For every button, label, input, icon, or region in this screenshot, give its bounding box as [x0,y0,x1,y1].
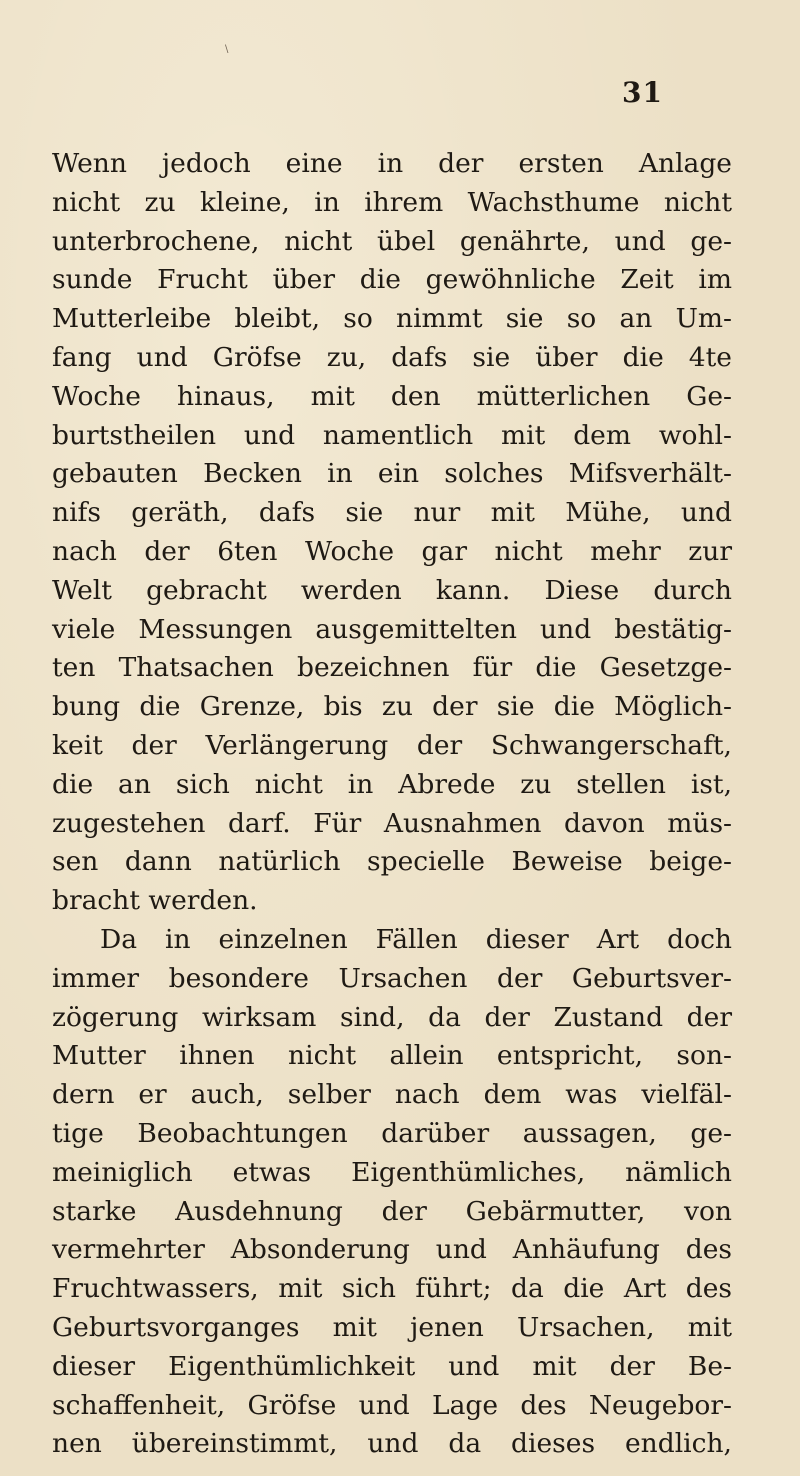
text-line: fang und Gröfse zu, dafs sie über die 4te [52,341,732,373]
text-line: Fruchtwassers, mit sich führt; da die Art des [52,1273,732,1305]
text-line: Wenn jedoch eine in der ersten Anlage [52,148,732,179]
text-line: ten Thatsachen bezeichnen für die Gesetzge- [52,652,732,684]
text-line: dern er auch, selber nach dem was vielfäl- [52,1079,732,1111]
text-line: Mutterleibe bleibt, so nimmt sie so an Um- [52,303,732,335]
text-line: sen dann natürlich specielle Beweise beige- [52,846,732,878]
text-line: Mutter ihnen nicht allein entspricht, son- [52,1040,732,1072]
text-line: vermehrter Absonderung und Anhäufung des [52,1234,732,1266]
text-line: zögerung wirksam sind, da der Zustand der [52,1001,732,1033]
text-line: bung die Grenze, bis zu der sie die Möglich- [52,691,732,723]
page-number: 31 [622,76,663,109]
text-line: zugestehen darf. Für Ausnahmen davon müs- [52,807,732,839]
text-line: Welt gebracht werden kann. Diese durch [52,574,732,606]
text-line: nach der 6ten Woche gar nicht mehr zur [52,535,732,567]
text-line: dieser Eigenthümlichkeit und mit der Be- [52,1350,732,1382]
paragraph-2 [52,921,732,1464]
text-line: sunde Frucht über die gewöhnliche Zeit im [52,264,732,296]
text-line: keit der Verlängerung der Schwangerschaft, [52,729,732,761]
text-line: starke Ausdehnung der Gebärmutter, von [52,1195,732,1227]
text-line: immer besondere Ursachen der Geburtsver- [52,962,732,994]
body-text [52,145,732,1464]
text-line: nen übereinstimmt, und da dieses endlich, [52,1428,732,1460]
text-line: nicht zu kleine, in ihrem Wachsthume nicht [52,186,732,218]
text-line: schaffenheit, Gröfse und Lage des Neugebor- [52,1389,732,1421]
text-line: bracht werden. [52,885,258,917]
text-line: tige Beobachtungen darüber aussagen, ge- [52,1117,732,1149]
text-line: gebauten Becken in ein solches Mifsverhält- [52,458,732,490]
margin-mark: \ [225,44,229,55]
text-line: Geburtsvorganges mit jenen Ursachen, mit [52,1311,732,1343]
paragraph-1 [52,145,732,921]
text-line: viele Messungen ausgemittelten und bestätig- [52,613,732,645]
text-line: nifs geräth, dafs sie nur mit Mühe, und [52,497,732,529]
text-line: meiniglich etwas Eigenthümliches, nämlich [52,1156,732,1188]
text-line: burtstheilen und namentlich mit dem wohl- [52,419,732,451]
text-line: unterbrochene, nicht übel genährte, und ge- [52,225,732,257]
text-line: die an sich nicht in Abrede zu stellen ist, [52,768,732,800]
text-line: Woche hinaus, mit den mütterlichen Ge- [52,380,732,412]
text-line: Da in einzelnen Fällen dieser Art doch [100,923,732,955]
